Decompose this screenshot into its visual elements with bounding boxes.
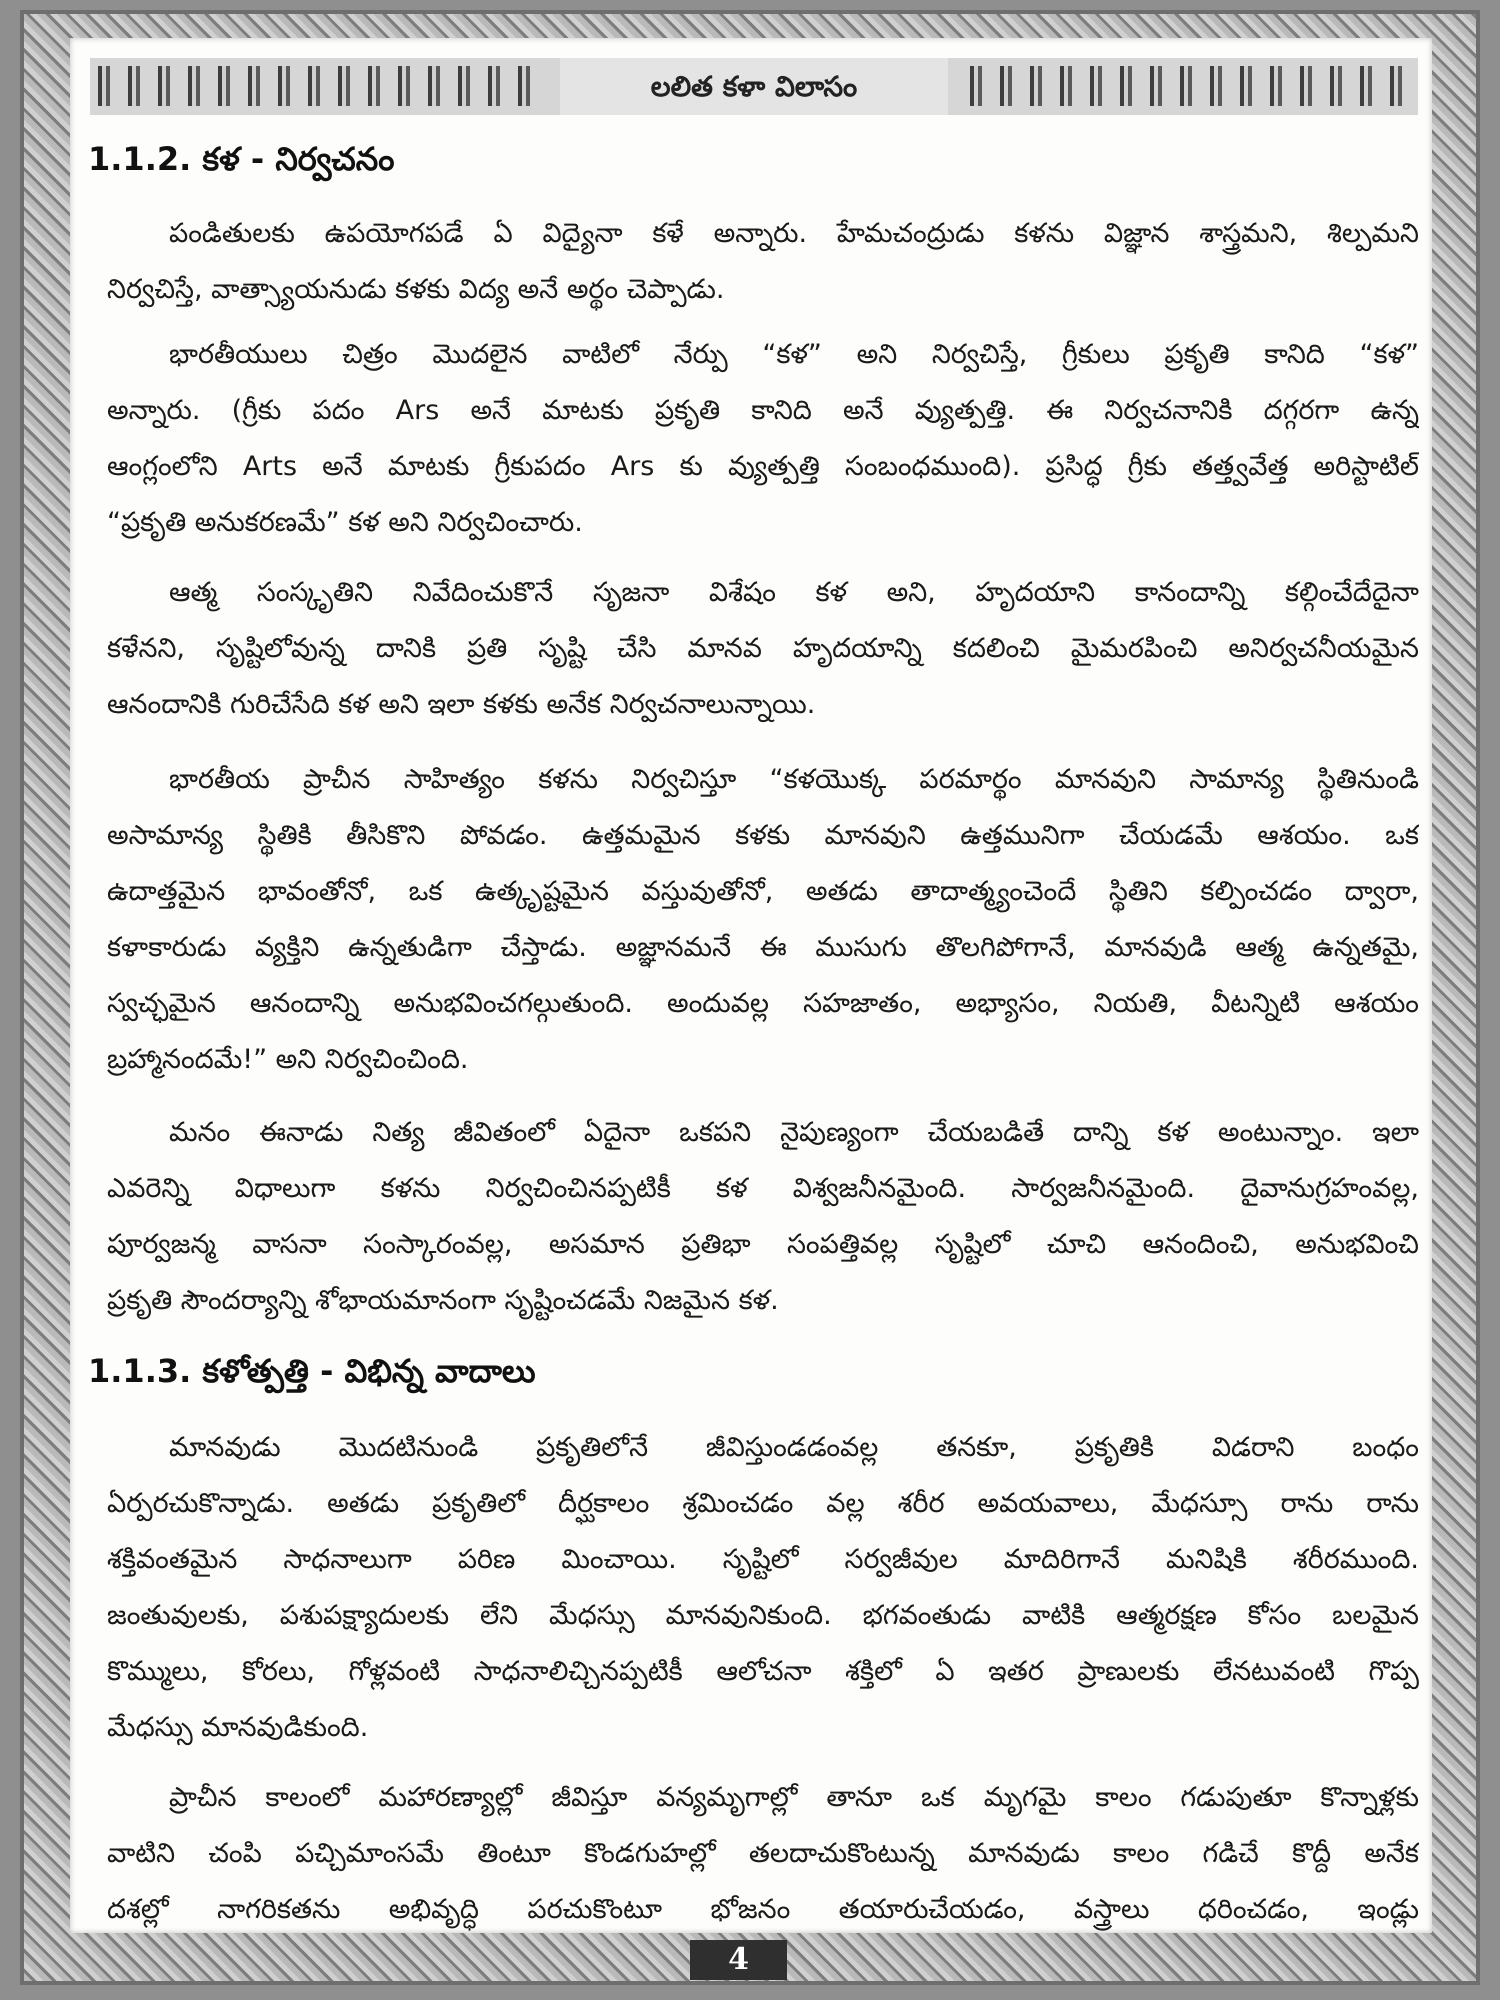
text-line: కొమ్ములు, కోరలు, గోళ్లవంటి సాధనాలిచ్చినప్పటికీ ఆలోచనా శక్తిలో ఏ ఇతర ప్రాణులకు లేనటువంటి గొప్ప <box>107 1656 1419 1687</box>
text-line: కళేనని, సృష్టిలోవున్న దానికి ప్రతి సృష్టి చేసి మానవ హృదయాన్ని కదలించి మైమరపించి అనిర్వచనీయమైన <box>107 633 1419 664</box>
paragraph <box>107 752 1419 1088</box>
text-line: శక్తివంతమైన సాధనాలుగా పరిణ మించాయి. సృష్టిలో సర్వజీవుల మాదిరిగానే మనిషికి శరీరముంది. <box>107 1544 1419 1575</box>
paragraph <box>107 1420 1419 1756</box>
paragraph <box>107 327 1419 551</box>
text-line: స్వచ్ఛమైన ఆనందాన్ని అనుభవించగల్గుతుంది. అందువల్ల సహజాతం, అభ్యాసం, నియతి, వీటన్నిటి ఆశయం <box>107 988 1419 1019</box>
text-line: దశల్లో నాగరికతను అభివృద్ధి పరచుకొంటూ భోజనం తయారుచేయడం, వస్త్రాలు ధరించడం, ఇండ్లు <box>107 1894 1419 1925</box>
text-line: అన్నారు. (గ్రీకు పదం Ars అనే మాటకు ప్రకృతి కానిది అనే వ్యుత్పత్తి. ఈ నిర్వచనానికి దగ్గరగా ఉన్న <box>107 395 1419 426</box>
section-heading-1-1-2: 1.1.2. కళ - నిర్వచనం <box>88 140 395 178</box>
paragraph <box>107 1105 1419 1329</box>
text-line: భారతీయ ప్రాచీన సాహిత్యం కళను నిర్వచిస్తూ “కళయొక్క పరమార్థం మానవుని సామాన్య స్థితినుండి <box>169 764 1419 795</box>
paragraph <box>107 565 1419 733</box>
text-line: ఎవరెన్ని విధాలుగా కళను నిర్వచించినప్పటికీ కళ విశ్వజనీనమైంది. సార్వజనీనమైంది. దైవానుగ్రహంవల్ల, <box>107 1173 1419 1204</box>
text-line: పూర్వజన్మ వాసనా సంస్కారంవల్ల, అసమాన ప్రతిభా సంపత్తివల్ల సృష్టిలో చూచి ఆనందించి, అనుభవించి <box>107 1229 1419 1260</box>
text-line: పండితులకు ఉపయోగపడే ఏ విద్యైనా కళే అన్నారు. హేమచంద్రుడు కళను విజ్ఞాన శాస్త్రమని, శిల్పమని <box>169 218 1419 249</box>
text-line: ఏర్పరచుకొన్నాడు. అతడు ప్రకృతిలో దీర్ఘకాలం శ్రమించడం వల్ల శరీర అవయవాలు, మేధస్సూ రాను రాను <box>107 1488 1419 1519</box>
text-line: మేధస్సు మానవుడికుంది. <box>107 1712 369 1743</box>
text-line: ఉదాత్తమైన భావంతోనో, ఒక ఉత్కృష్టమైన వస్తువుతోనో, అతడు తాదాత్మ్యంచెందే స్థితిని కల్పించడం ద్వారా, <box>107 876 1419 907</box>
text-line: జంతువులకు, పశుపక్ష్యాదులకు లేని మేధస్సు మానవునికుంది. భగవంతుడు వాటికి ఆత్మరక్షణ కోసం బలమైన <box>107 1600 1419 1631</box>
text-line: ఆంగ్లంలోని Arts అనే మాటకు గ్రీకుపదం Ars కు వ్యుత్పత్తి సంబంధముంది). ప్రసిద్ధ గ్రీకు తత్త్వవేత్త అరిస్టాటిల్ <box>107 451 1419 482</box>
text-line: ఆనందానికి గురిచేసేది కళ అని ఇలా కళకు అనేక నిర్వచనాలున్నాయి. <box>107 689 816 720</box>
paragraph <box>107 206 1419 318</box>
text-line: నిర్వచిస్తే, వాత్స్యాయనుడు కళకు విద్య అనే అర్థం చెప్పాడు. <box>107 274 725 305</box>
paragraph <box>107 1770 1419 1938</box>
text-line: “ప్రకృతి అనుకరణమే” కళ అని నిర్వచించారు. <box>107 507 583 538</box>
text-line: ఆత్మ సంస్కృతిని నివేదించుకొనే సృజనా విశేషం కళ అని, హృదయాని కానందాన్ని కల్గించేదేదైనా <box>169 577 1419 608</box>
text-line: కళాకారుడు వ్యక్తిని ఉన్నతుడిగా చేస్తాడు. అజ్ఞానమనే ఈ ముసుగు తొలగిపోగానే, మానవుడి ఆత్మ ఉన్నతమై, <box>107 932 1419 963</box>
text-line: మానవుడు మొదటినుండి ప్రకృతిలోనే జీవిస్తుండడంవల్ల తనకూ, ప్రకృతికి విడరాని బంధం <box>169 1432 1419 1463</box>
running-header <box>90 58 1418 115</box>
chain-ornament-left <box>98 66 538 106</box>
text-line: అసామాన్య స్థితికి తీసికొని పోవడం. ఉత్తమమైన కళకు మానవుని ఉత్తమునిగా చేయడమే ఆశయం. ఒక <box>107 820 1419 851</box>
book-title: లలిత కళా విలాసం <box>560 58 948 115</box>
text-line: ప్రకృతి సౌందర్యాన్ని శోభాయమానంగా సృష్టించడమే నిజమైన కళ. <box>107 1285 779 1316</box>
text-line: వాటిని చంపి పచ్చిమాంసమే తింటూ కొండగుహల్లో తలదాచుకొంటున్న మానవుడు కాలం గడిచే కొద్దీ అనేక <box>107 1838 1419 1869</box>
section-heading-1-1-3: 1.1.3. కళోత్పత్తి - విభిన్న వాదాలు <box>88 1352 536 1390</box>
chain-ornament-right <box>970 66 1410 106</box>
page-number: 4 <box>690 1940 787 1980</box>
text-line: భారతీయులు చిత్రం మొదలైన వాటిలో నేర్పు “కళ” అని నిర్వచిస్తే, గ్రీకులు ప్రకృతి కానిది “కళ” <box>169 339 1419 370</box>
text-line: బ్రహ్మానందమే!” అని నిర్వచించింది. <box>107 1044 469 1075</box>
text-line: మనం ఈనాడు నిత్య జీవితంలో ఏదైనా ఒకపని నైపుణ్యంగా చేయబడితే దాన్ని కళ అంటున్నాం. ఇలా <box>169 1117 1419 1148</box>
text-line: ప్రాచీన కాలంలో మహారణ్యాల్లో జీవిస్తూ వన్యమృగాల్లో తానూ ఒక మృగమై కాలం గడుపుతూ కొన్నాళ్లకు <box>169 1782 1419 1813</box>
